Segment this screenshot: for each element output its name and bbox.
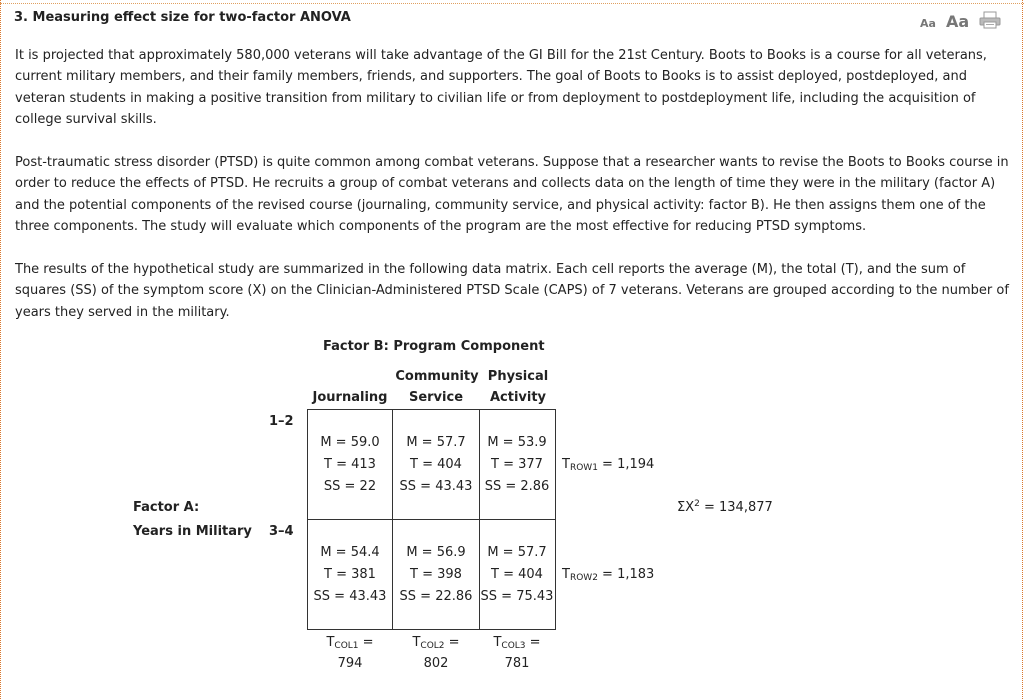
factor-a-label: Factor A: [133, 500, 200, 515]
cell-r1c1-m: M = 59.0 [320, 435, 380, 450]
cell-r2c1-ss: SS = 43.43 [313, 589, 387, 604]
column-header-service: Service [408, 390, 464, 405]
col2-total-label: $T_{COL2}$ = [412, 635, 460, 651]
cell-r2c3-m: M = 57.7 [487, 545, 547, 560]
cell-r2c3-ss: SS = 75.43 [480, 589, 554, 604]
cell-r1c2-t: T = 404 [410, 457, 462, 472]
cell-r1c3-t: T = 377 [491, 457, 543, 472]
grid-middle [307, 519, 556, 520]
text-size-small-button[interactable]: Aa [920, 17, 936, 30]
cell-r2c2-m: M = 56.9 [406, 545, 466, 560]
toolbar [920, 9, 1001, 31]
column-header-activity: Activity [489, 390, 547, 405]
row1-total: $T_{ROW1} = 1,194$ [562, 457, 655, 473]
col1-total-value: 794 [337, 656, 363, 671]
cell-r1c1-ss: SS = 22 [323, 479, 377, 494]
factor-b-title: Factor B: Program Component [323, 339, 545, 354]
cell-r1c3-ss: SS = 2.86 [484, 479, 550, 494]
cell-r2c2-t: T = 398 [410, 567, 462, 582]
cell-r1c3-m: M = 53.9 [487, 435, 547, 450]
cell-r2c2-ss: SS = 22.86 [399, 589, 473, 604]
column-header-community: Community [395, 369, 479, 384]
factor-a-sublabel: Years in Military [133, 524, 252, 539]
grid-right [555, 409, 556, 630]
ptsd-paragraph: Post-traumatic stress disorder (PTSD) is quite common among combat veterans. Suppose that a researcher wants to revise the Boots to Books course in order to reduce the effects of PTSD. He recruits a group of combat veterans and collects data on the length of time they were in the military (factor A) and the potential components of the revised course (journaling, community service, and physical activity: factor B). He then assigns them one of the three components. The study will evaluate which components of the program are the most effective for reducing PTSD symptoms. [15, 155, 1009, 234]
cell-r1c1-t: T = 413 [324, 457, 376, 472]
col3-total-label: $T_{COL3}$ = [493, 635, 541, 651]
cell-r1c2-ss: SS = 43.43 [399, 479, 473, 494]
column-header-physical: Physical [487, 369, 549, 384]
question-title: 3. Measuring effect size for two-factor ANOVA [14, 10, 351, 25]
printer-icon[interactable] [979, 9, 1001, 31]
cell-r2c1-t: T = 381 [324, 567, 376, 582]
top-divider [0, 0, 1024, 4]
col1-total-label: $T_{COL1}$ = [326, 635, 374, 651]
intro-paragraph: It is projected that approximately 580,000 veterans will take advantage of the GI Bill for the 21st Century. Boots to Books is a course for all veterans, current military members, and their family members, friends, and supporters. The goal of Boots to Books is to assist deployed, postdeployed, and veteran students in making a positive transition from military to civilian life or from deployment to postdeployment life, including the acquisition of college survival skills. [15, 48, 987, 127]
results-paragraph: The results of the hypothetical study are summarized in the following data matrix. Each cell reports the average (M), the total (T), and the sum of squares (SS) of the symptom score (X) on the Clinician-Administered PTSD Scale (CAPS) of 7 veterans. Veterans are grouped according to the number of years they served in the military. [15, 262, 1009, 320]
grid-top [307, 409, 556, 410]
column-header-journaling: Journaling [312, 390, 388, 405]
row-label-3-4: 3–4 [269, 524, 294, 539]
cell-r2c1-m: M = 54.4 [320, 545, 380, 560]
col3-total-value: 781 [504, 656, 530, 671]
row2-total: $T_{ROW2} = 1,183$ [562, 567, 655, 583]
col2-total-value: 802 [423, 656, 449, 671]
text-size-large-button[interactable]: Aa [945, 12, 970, 31]
row-label-1-2: 1–2 [269, 414, 294, 429]
sum-x-squared: $\Sigma X^2 = 134,877$ [677, 499, 773, 515]
grid-bottom [307, 629, 556, 630]
cell-r2c3-t: T = 404 [491, 567, 543, 582]
cell-r1c2-m: M = 57.7 [406, 435, 466, 450]
